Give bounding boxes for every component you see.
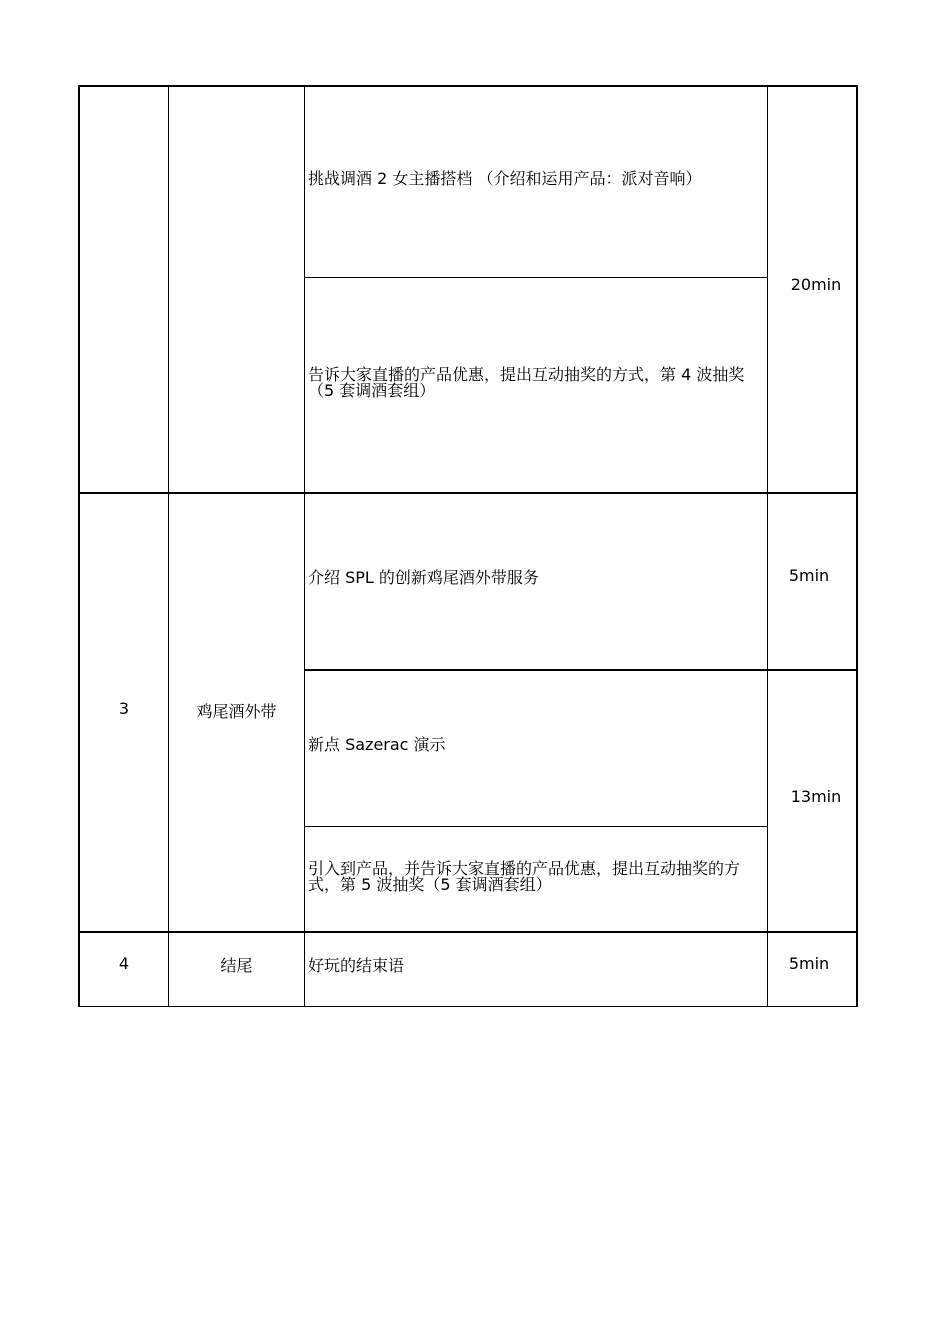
row-number-3: 3 — [118, 699, 130, 718]
segment-ending: 结尾 — [220, 956, 253, 975]
row-divider-content-1 — [304, 277, 769, 279]
column-divider-segment — [304, 85, 306, 1007]
row-number-4: 4 — [118, 954, 130, 973]
item-spl-takeaway-service: 介绍 SPL 的创新鸡尾酒外带服务 — [308, 568, 539, 587]
table-border-left — [78, 85, 80, 1007]
column-divider-number — [168, 85, 170, 1007]
row-divider-section-3 — [78, 492, 858, 494]
row-divider-content-3 — [304, 826, 769, 828]
item-closing-remarks: 好玩的结束语 — [308, 956, 405, 975]
item-product-offer-draw-4: 告诉大家直播的产品优惠，提出互动抽奖的方式，第 4 波抽奖（5 套调酒套组） — [308, 365, 745, 400]
row-divider-section-4 — [78, 931, 858, 933]
item-product-offer-draw-5: 引入到产品，并告诉大家直播的产品优惠，提出互动抽奖的方式，第 5 波抽奖（5 套调酒套组） — [308, 859, 741, 894]
table-border-top — [78, 85, 858, 87]
duration-20min: 20min — [790, 275, 842, 294]
table-border-right — [856, 85, 858, 1007]
column-divider-content — [767, 85, 769, 1007]
item-challenge-cocktail: 挑战调酒 2 女主播搭档 （介绍和运用产品：派对音响） — [308, 169, 702, 188]
segment-cocktail-takeaway: 鸡尾酒外带 — [196, 702, 277, 721]
duration-5min-ending: 5min — [788, 954, 830, 973]
duration-13min: 13min — [790, 787, 842, 806]
table-border-bottom — [78, 1006, 858, 1008]
item-sazerac-demo: 新点 Sazerac 演示 — [308, 735, 446, 754]
row-divider-content-2 — [304, 669, 858, 671]
duration-5min-service: 5min — [788, 566, 830, 585]
